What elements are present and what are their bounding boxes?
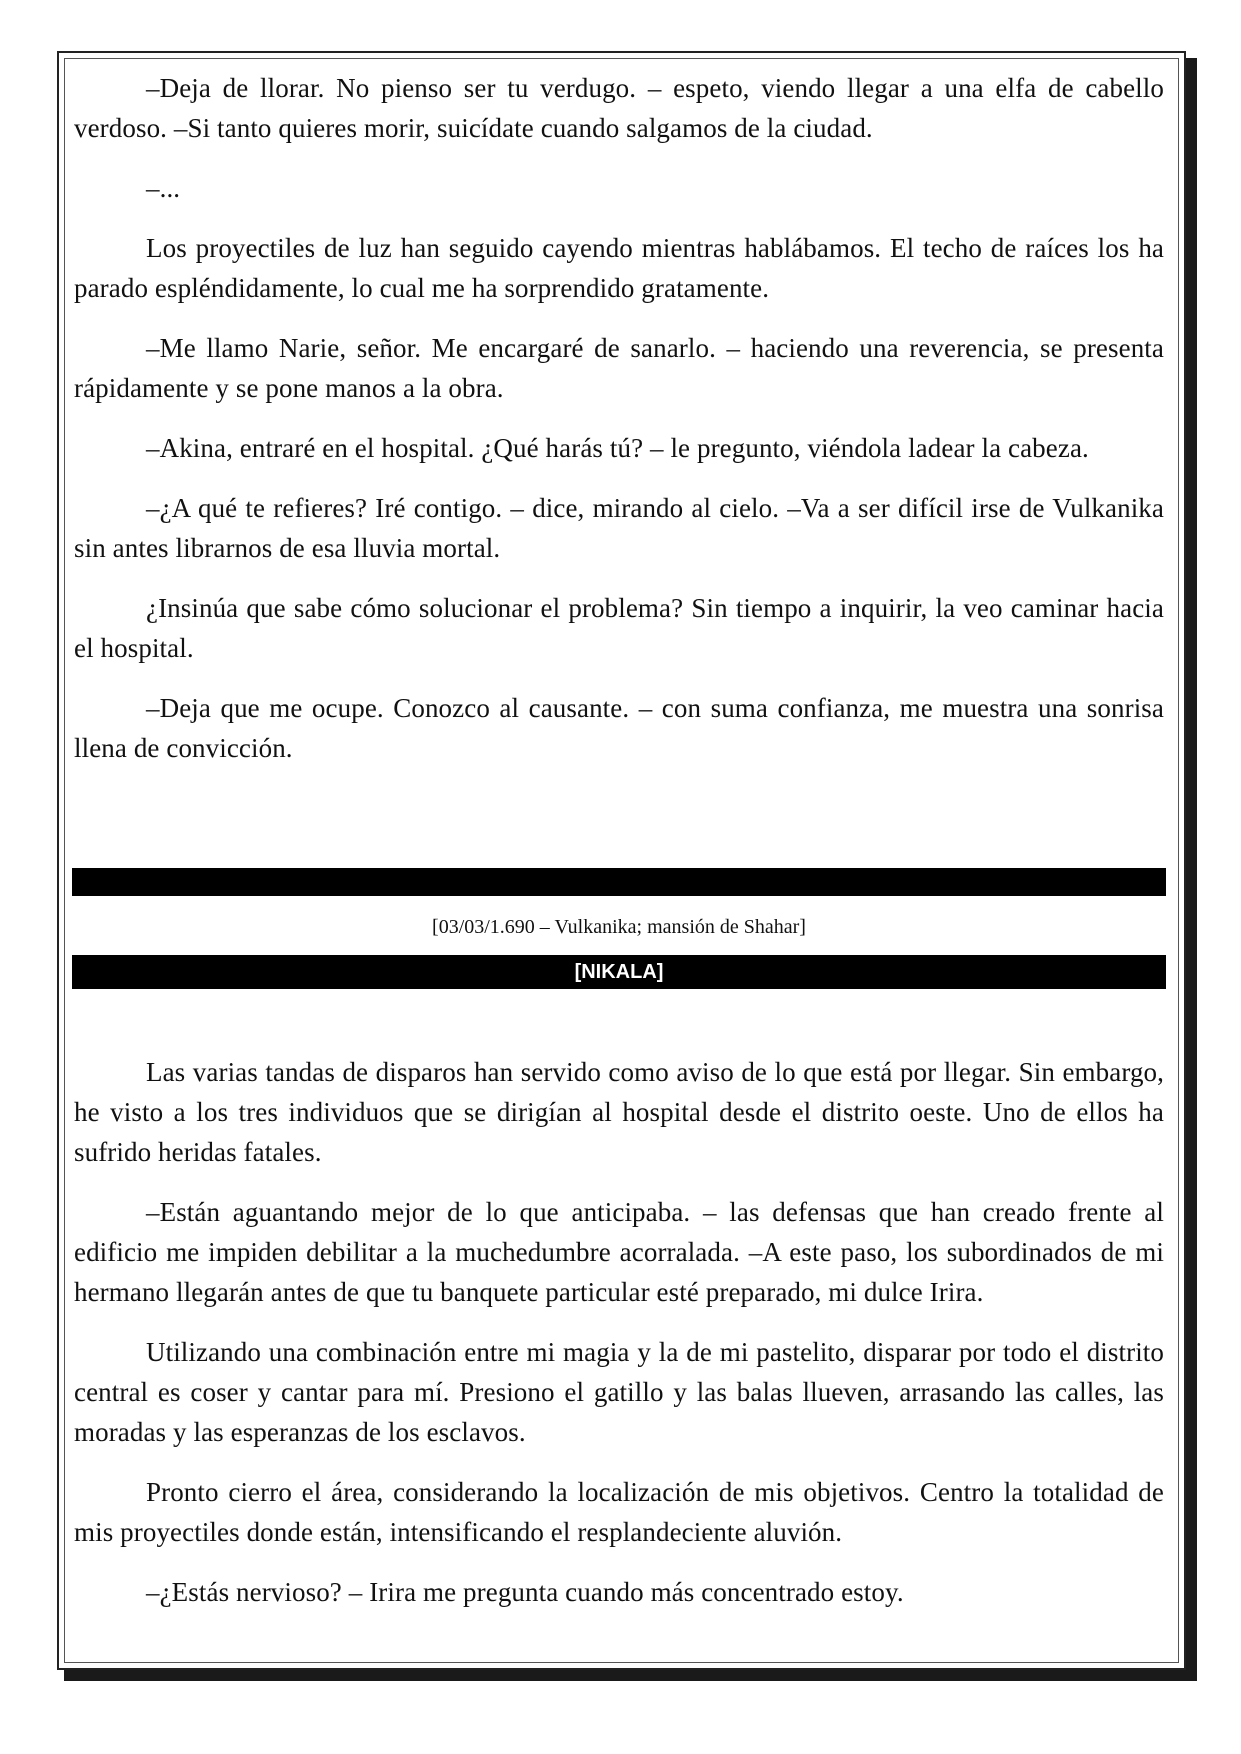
scene-header: [03/03/1.690 – Vulkanika; mansión de Shahar] [432,916,806,938]
paragraph: Las varias tandas de disparos han servido como aviso de lo que está por llegar. Sin embargo, he visto a los tres individuos que se dirigían al hospital desde el distrito oeste. Uno de ellos ha sufrido heridas fatales. [74,1057,1164,1167]
pov-label-bar: [NIKALA] [72,955,1166,989]
paragraph: –¿Estás nervioso? – Irira me pregunta cuando más concentrado estoy. [146,1577,904,1607]
top-text-block [74,68,1164,788]
paragraph: Los proyectiles de luz han seguido cayendo mientras hablábamos. El techo de raíces los ha parado espléndidamente, lo cual me ha sorprendido gratamente. [74,233,1164,303]
paragraph: ¿Insinúa que sabe cómo solucionar el problema? Sin tiempo a inquirir, la veo caminar hacia el hospital. [74,593,1164,663]
paragraph: –Deja que me ocupe. Conozco al causante. – con suma confianza, me muestra una sonrisa llena de convicción. [74,693,1164,763]
paragraph: –Me llamo Narie, señor. Me encargaré de sanarlo. – haciendo una reverencia, se presenta rápidamente y se pone manos a la obra. [74,333,1164,403]
bottom-text-block [74,1052,1164,1632]
paragraph: –Akina, entraré en el hospital. ¿Qué harás tú? – le pregunto, viéndola ladear la cabeza. [146,433,1089,463]
paragraph: –... [146,173,181,203]
paragraph: –Están aguantando mejor de lo que anticipaba. – las defensas que han creado frente al edificio me impiden debilitar a la muchedumbre acorralada. –A este paso, los subordinados de mi hermano llegarán antes de que tu banquete particular esté preparado, mi dulce Irira. [74,1197,1164,1307]
paragraph: –¿A qué te refieres? Iré contigo. – dice, mirando al cielo. –Va a ser difícil irse de Vulkanika sin antes librarnos de esa lluvia mortal. [74,493,1164,563]
paragraph: Utilizando una combinación entre mi magia y la de mi pastelito, disparar por todo el distrito central es coser y cantar para mí. Presiono el gatillo y las balas llueven, arrasando las calles, las moradas y las esperanzas de los esclavos. [74,1337,1164,1447]
paragraph: –Deja de llorar. No pienso ser tu verdugo. – espeto, viendo llegar a una elfa de cabello verdoso. –Si tanto quieres morir, suicídate cuando salgamos de la ciudad. [74,73,1164,143]
scene-break-bar [72,868,1166,896]
paragraph: Pronto cierro el área, considerando la localización de mis objetivos. Centro la totalidad de mis proyectiles donde están, intensificando el resplandeciente aluvión. [74,1477,1164,1547]
